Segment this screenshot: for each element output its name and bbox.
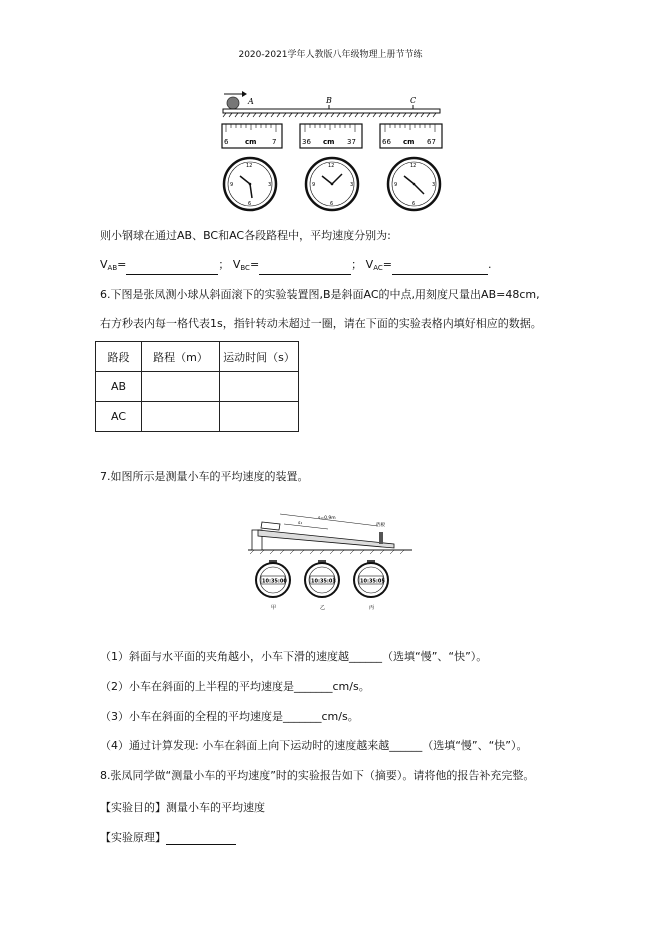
q7-title: 7.如图所示是测量小车的平均速度的装置。 bbox=[100, 470, 309, 483]
table-cell[interactable] bbox=[142, 402, 220, 432]
q8-principle-blank[interactable] bbox=[166, 833, 236, 845]
ruler-3-unit: cm bbox=[403, 138, 415, 146]
stopwatch-time: 10:35:03 bbox=[311, 578, 336, 585]
svg-text:9: 9 bbox=[394, 182, 398, 188]
table-cell: AB bbox=[96, 372, 142, 402]
q8-purpose: 【实验目的】测量小车的平均速度 bbox=[100, 801, 265, 814]
stopwatch-icon bbox=[354, 560, 388, 611]
v-symbol: V bbox=[365, 258, 374, 271]
ball-icon bbox=[227, 97, 239, 109]
ruler-1-unit: cm bbox=[245, 138, 257, 146]
q8-principle-label: 【实验原理】 bbox=[100, 831, 166, 844]
q7-sub-4: （4）通过计算发现: 小车在斜面上向下运动时的速度越来越______（选填“慢”、“快”）。 bbox=[100, 739, 528, 752]
svg-text:6: 6 bbox=[412, 201, 416, 207]
table-header-cell: 路程（m） bbox=[142, 342, 220, 372]
stopwatch-time: 10:35:05 bbox=[360, 578, 385, 585]
v-ab-sub: AB bbox=[107, 264, 118, 272]
table-cell: AC bbox=[96, 402, 142, 432]
table-header-cell: 运动时间（s） bbox=[220, 342, 299, 372]
q8-principle bbox=[100, 831, 236, 845]
point-b-label: B bbox=[326, 96, 332, 105]
q5-text: 则小钢球在通过AB、BC和AC各段路程中，平均速度分别为: bbox=[100, 229, 391, 242]
clock-icon bbox=[306, 158, 358, 210]
svg-text:3: 3 bbox=[432, 182, 436, 188]
table-cell[interactable] bbox=[142, 372, 220, 402]
svg-text:3: 3 bbox=[350, 182, 354, 188]
v-symbol: V bbox=[100, 258, 108, 271]
v-ab-blank[interactable] bbox=[126, 263, 218, 275]
barrier-label: 挡板 bbox=[376, 523, 385, 528]
ruler-2 bbox=[300, 124, 362, 148]
svg-text:9: 9 bbox=[312, 182, 316, 188]
ruler-1-left: 6 bbox=[224, 138, 229, 146]
table-row bbox=[96, 402, 299, 432]
separator: ； bbox=[218, 258, 230, 271]
q6-line1: 6.下图是张凤测小球从斜面滚下的实验装置图,B是斜面AC的中点,用刻度尺量出AB=48cm, bbox=[100, 288, 540, 301]
ruler-2-unit: cm bbox=[323, 138, 335, 146]
v-bc-sub: BC bbox=[240, 264, 250, 272]
table-header-cell: 路段 bbox=[96, 342, 142, 372]
svg-text:12: 12 bbox=[410, 163, 417, 169]
equals-sign: = bbox=[382, 258, 392, 271]
q7-sub-3: （3）小车在斜面的全程的平均速度是_______cm/s。 bbox=[100, 710, 359, 723]
stopwatch-icon bbox=[305, 560, 339, 611]
q7-sub-1: （1）斜面与水平面的夹角越小，小车下滑的速度越______（选填“慢”、“快”）。 bbox=[100, 650, 488, 663]
table-cell[interactable] bbox=[220, 402, 299, 432]
stopwatch-time: 10:35:00 bbox=[262, 578, 287, 585]
v-ac-sub: AC bbox=[373, 264, 383, 272]
table-header-row bbox=[96, 342, 299, 372]
svg-text:12: 12 bbox=[246, 163, 253, 169]
separator: ； bbox=[351, 258, 363, 271]
s1-label: s₁ bbox=[298, 521, 303, 526]
svg-text:6: 6 bbox=[248, 201, 252, 207]
point-c-label: C bbox=[410, 96, 417, 105]
point-a-label: A bbox=[248, 97, 254, 106]
ruler-1-right: 7 bbox=[272, 138, 277, 146]
svg-text:6: 6 bbox=[330, 201, 334, 207]
q7-sub-2: （2）小车在斜面的上半程的平均速度是_______cm/s。 bbox=[100, 680, 370, 693]
table-cell[interactable] bbox=[220, 372, 299, 402]
page-header: 2020-2021学年人教版八年级物理上册节节练 bbox=[238, 50, 423, 60]
q5-answers bbox=[100, 258, 491, 275]
svg-text:3: 3 bbox=[268, 182, 272, 188]
length-label: s=0.9m bbox=[318, 516, 336, 521]
stopwatch-label: 甲 bbox=[271, 605, 277, 611]
period: . bbox=[487, 258, 492, 271]
v-symbol: V bbox=[232, 258, 241, 271]
svg-text:9: 9 bbox=[230, 182, 234, 188]
svg-text:12: 12 bbox=[328, 163, 335, 169]
q8-title: 8.张凤同学做“测量小车的平均速度”时的实验报告如下（摘要）。请将他的报告补充完整。 bbox=[100, 769, 535, 782]
equals-sign: = bbox=[249, 258, 260, 271]
ruler-3-left: 66 bbox=[382, 138, 391, 146]
v-ac-blank[interactable] bbox=[392, 263, 488, 275]
figure-cart-incline bbox=[244, 508, 416, 612]
clock-icon bbox=[224, 158, 276, 210]
ruler-3-right: 67 bbox=[427, 138, 436, 146]
ruler-1 bbox=[222, 124, 282, 148]
ruler-2-right: 37 bbox=[347, 138, 356, 146]
v-bc-blank[interactable] bbox=[259, 263, 351, 275]
stopwatch-label: 丙 bbox=[369, 605, 375, 611]
ruler-2-left: 36 bbox=[302, 138, 311, 146]
stopwatch-icon bbox=[256, 560, 290, 611]
clock-icon bbox=[388, 158, 440, 210]
table-row bbox=[96, 372, 299, 402]
record-table bbox=[95, 341, 299, 432]
equals-sign: = bbox=[117, 258, 127, 271]
q6-line2: 右方秒表内每一格代表1s，指针转动未超过一圈，请在下面的实验表格内填好相应的数据。 bbox=[100, 317, 542, 330]
ruler-3 bbox=[380, 124, 442, 148]
stopwatch-label: 乙 bbox=[320, 605, 326, 611]
figure-ball-track bbox=[218, 88, 448, 218]
